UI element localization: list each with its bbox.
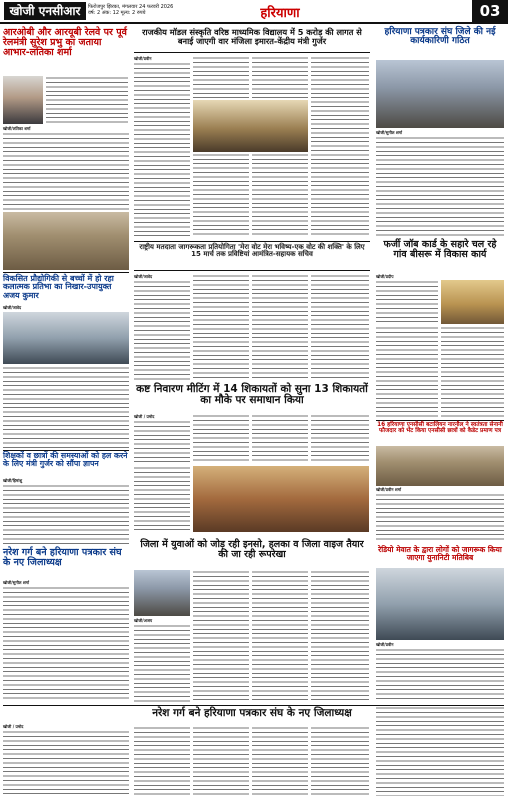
article-naresh-garg xyxy=(3,548,129,568)
photo-caption: खोजी/लतिका शर्मा xyxy=(3,126,31,131)
photo-caption: खोजी/प्रवीन xyxy=(134,56,152,61)
article-body xyxy=(193,414,249,464)
photo-caption: खोजी/जावेद xyxy=(134,274,153,279)
article-body xyxy=(252,274,308,380)
article-body xyxy=(376,136,504,238)
photo-caption: खोजी/जावेद xyxy=(3,305,22,310)
article-body xyxy=(376,326,438,418)
person-photo xyxy=(3,76,43,124)
newspaper-logo: खोजी एनसीआर xyxy=(4,2,86,20)
dateline-issue: वर्ष: 2 अंक: 12 मूल्य: 2 रुपये xyxy=(88,10,146,16)
article-headline: विकसित प्रौद्योगिकी से बच्चों में हो रहा कलात्मक प्रतिभा का निखार-उपायुक्त अजय कुमार xyxy=(3,274,114,300)
event-photo xyxy=(441,280,504,324)
article-body xyxy=(193,726,249,796)
article-body xyxy=(376,280,438,322)
article-voter-awareness xyxy=(134,241,370,271)
photo-caption: खोजी/हिमांशु xyxy=(3,478,23,483)
article-headline: आरओबी और आरयूबी रेलवे पर पूर्व रेलमंत्री सुरेश प्रभु का जताया आभार-लतिका शर्मा xyxy=(3,27,127,58)
masthead xyxy=(0,0,508,24)
article-body xyxy=(252,414,308,464)
article-headline: नरेश गर्ग बने हरियाणा पत्रकार संघ के नए जिलाध्यक्ष xyxy=(152,707,352,719)
article-body xyxy=(193,570,249,702)
article-body xyxy=(311,274,369,380)
section-title: हरियाणा xyxy=(260,6,300,21)
article-inso-youth xyxy=(134,540,370,560)
photo-caption: खोजी / प्रमोद xyxy=(3,724,24,729)
article-headline: हरियाणा पत्रकार संघ जिले की नई कार्यकारिणी गठित xyxy=(384,27,496,47)
photo-caption: खोजी / प्रमोद xyxy=(134,414,155,419)
article-headline: फर्जी जॉब कार्ड के सहारे चल रहे गांव बीसरू में विकास कार्य xyxy=(383,239,497,260)
article-body xyxy=(376,648,504,700)
article-rob-rub xyxy=(3,28,129,58)
article-headline: 16 हरियाणा एनसीसी बटालियन नारनौल ने स्वतंत्रता सेनानी फौजदार को भेंट किया एनसीसी छात्रों को कैडेट प्रमाण पत्र xyxy=(377,422,503,435)
event-photo xyxy=(376,446,504,486)
person-photo xyxy=(134,570,190,616)
photo-caption: खोजी/प्रवीन xyxy=(376,642,394,647)
event-photo xyxy=(3,212,129,270)
photo-caption: खोजी/प्रदीप xyxy=(376,274,394,279)
article-naresh-garg-bottom xyxy=(134,708,370,719)
article-body xyxy=(311,56,369,238)
article-headline: राजकीय मॉडल संस्कृति वरिष्ठ माध्यमिक विद्यालय में 5 करोड़ की लागत से बनाई जाएगी वार मंजिला इमारत-केंद्रीय मंत्री गुर्जर xyxy=(142,27,362,46)
article-body xyxy=(46,76,128,124)
article-fake-job-card xyxy=(376,240,504,260)
article-body xyxy=(3,730,129,796)
article-grievance-meeting xyxy=(134,384,370,406)
article-body xyxy=(3,366,129,448)
event-photo xyxy=(193,466,369,532)
article-body xyxy=(193,274,249,380)
article-body xyxy=(441,326,504,418)
article-headline: शिक्षकों व छात्रों की समस्याओं को हल करने के लिए मंत्री गुर्जर को सौंपा ज्ञापन xyxy=(3,451,128,469)
event-photo xyxy=(376,568,504,640)
article-body xyxy=(134,466,190,532)
article-body xyxy=(3,132,129,210)
article-body xyxy=(376,493,504,543)
divider xyxy=(134,52,370,53)
article-headline: रेडियो मेवात के द्वारा लोगों को जागरूक किया जाएगा युनानिटी मतिबिब xyxy=(378,545,502,562)
article-body xyxy=(376,706,504,796)
article-body xyxy=(311,570,369,702)
article-body xyxy=(252,726,308,796)
article-body xyxy=(3,484,129,544)
article-body xyxy=(252,570,308,702)
article-body xyxy=(311,726,369,796)
event-photo xyxy=(193,100,308,152)
photo-caption: खोजी/प्रवीन शर्मा xyxy=(376,487,402,492)
article-headline: कष्ट निवारण मीटिंग में 14 शिकायतों को सुना 13 शिकायतों का मौके पर समाधान किया xyxy=(136,383,368,407)
article-body xyxy=(134,624,190,702)
article-body xyxy=(134,726,190,796)
article-patrakar-sangh xyxy=(376,28,504,47)
divider xyxy=(376,420,504,421)
article-ncc xyxy=(376,422,504,434)
article-headline: राष्ट्रीय मतदाता जागरूकता प्रतियोगिता 'मेरा वोट मेरा भविष्य-एक वोट की शक्ति' के लिए 15 मार्च तक प्रविष्टियां आमंत्रित-सहायक सचिव xyxy=(139,243,365,259)
article-headline: जिला में युवाओं को जोड़ रही इनसो, हलका व जिला वाइज तैयार की जा रही रूपरेखा xyxy=(140,539,364,560)
article-headline: नरेश गर्ग बने हरियाणा पत्रकार संघ के नए जिलाध्यक्ष xyxy=(3,547,122,568)
dateline xyxy=(88,4,208,16)
event-photo xyxy=(3,312,129,364)
photo-caption: खोजी/सुनील शर्मा xyxy=(3,580,29,585)
article-body xyxy=(311,414,369,464)
article-body xyxy=(134,280,190,380)
dateline-date: फिरोजपुर झिरका, मंगलवार 24 फरवरी 2026 xyxy=(88,4,174,10)
article-radio-mewat xyxy=(376,546,504,562)
article-body xyxy=(134,420,190,464)
photo-caption: खोजी/अजय xyxy=(134,618,153,623)
article-body xyxy=(3,586,129,702)
article-model-school xyxy=(134,28,370,45)
photo-caption: खोजी/सुनील शर्मा xyxy=(376,130,402,135)
divider xyxy=(3,272,129,273)
event-photo xyxy=(376,60,504,128)
article-technology xyxy=(3,275,129,300)
article-body xyxy=(134,62,190,238)
page-number: 03 xyxy=(472,0,508,22)
article-memorandum xyxy=(3,452,129,468)
